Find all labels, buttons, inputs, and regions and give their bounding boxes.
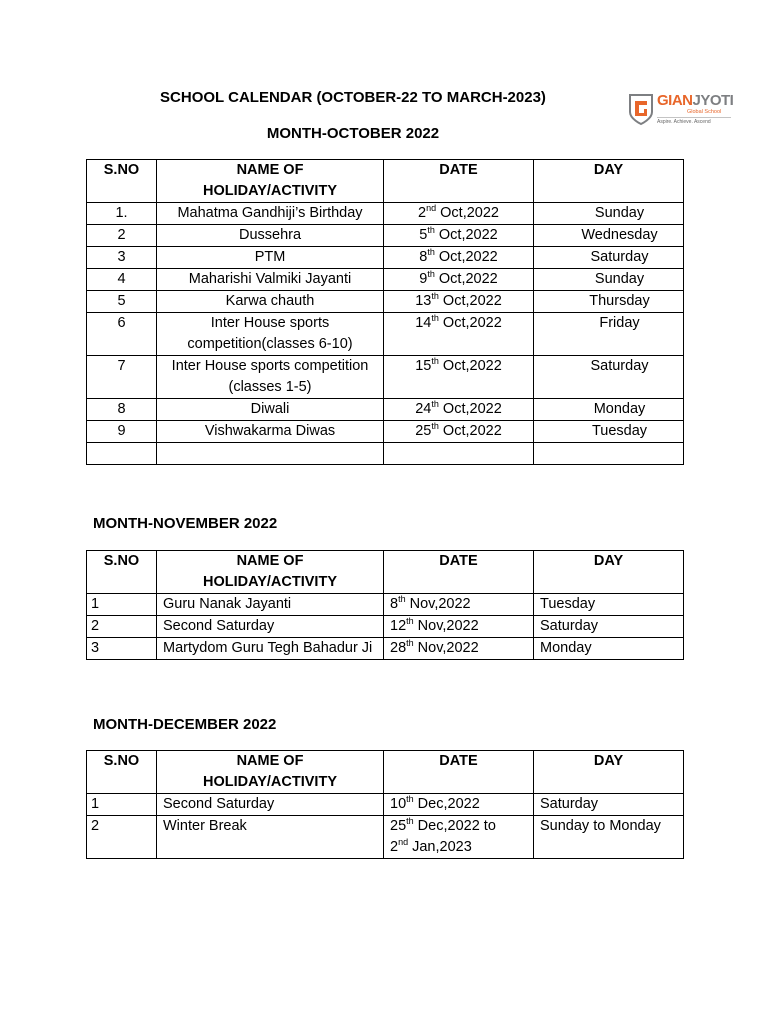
table-header-row xyxy=(87,160,684,203)
cell-day: Monday xyxy=(534,638,684,660)
cell-day: Saturday xyxy=(534,616,684,638)
empty-cell xyxy=(157,443,384,465)
cell-sno: 2 xyxy=(87,816,157,859)
cell-day: Sunday xyxy=(534,203,684,225)
table-row xyxy=(87,356,684,399)
table-row xyxy=(87,291,684,313)
header-name: NAME OF HOLIDAY/ACTIVITY xyxy=(157,551,384,594)
cell-day: Tuesday xyxy=(534,421,684,443)
table-header-row xyxy=(87,551,684,594)
table-row xyxy=(87,247,684,269)
empty-cell xyxy=(534,443,684,465)
cell-sno: 4 xyxy=(87,269,157,291)
cell-sno: 2 xyxy=(87,225,157,247)
cell-sno: 1 xyxy=(87,594,157,616)
cell-holiday-name: Second Saturday xyxy=(157,616,384,638)
header-day: DAY xyxy=(534,160,684,203)
cell-date: 5th Oct,2022 xyxy=(384,225,534,247)
cell-date: 8th Oct,2022 xyxy=(384,247,534,269)
cell-holiday-name: Diwali xyxy=(157,399,384,421)
cell-sno: 8 xyxy=(87,399,157,421)
table-row xyxy=(87,421,684,443)
cell-day: Saturday xyxy=(534,356,684,399)
cell-sno: 3 xyxy=(87,638,157,660)
cell-date: 14th Oct,2022 xyxy=(384,313,534,356)
table-row xyxy=(87,816,684,859)
cell-holiday-name: PTM xyxy=(157,247,384,269)
cell-holiday-name: Second Saturday xyxy=(157,794,384,816)
shield-logo-icon xyxy=(627,92,655,126)
cell-date: 13th Oct,2022 xyxy=(384,291,534,313)
cell-date: 2nd Oct,2022 xyxy=(384,203,534,225)
cell-holiday-name: Guru Nanak Jayanti xyxy=(157,594,384,616)
cell-day: Saturday xyxy=(534,794,684,816)
october-table xyxy=(86,159,684,465)
cell-sno: 3 xyxy=(87,247,157,269)
cell-sno: 1 xyxy=(87,794,157,816)
cell-day: Saturday xyxy=(534,247,684,269)
header-sno: S.NO xyxy=(87,160,157,203)
header-date: DATE xyxy=(384,551,534,594)
cell-date: 28th Nov,2022 xyxy=(384,638,534,660)
cell-day: Thursday xyxy=(534,291,684,313)
cell-date: 8th Nov,2022 xyxy=(384,594,534,616)
table-row xyxy=(87,313,684,356)
cell-sno: 9 xyxy=(87,421,157,443)
cell-day: Monday xyxy=(534,399,684,421)
cell-date: 25th Oct,2022 xyxy=(384,421,534,443)
table-row xyxy=(87,616,684,638)
empty-cell xyxy=(384,443,534,465)
cell-sno: 1. xyxy=(87,203,157,225)
cell-date: 9th Oct,2022 xyxy=(384,269,534,291)
cell-day: Sunday xyxy=(534,269,684,291)
table-row xyxy=(87,594,684,616)
cell-day: Friday xyxy=(534,313,684,356)
cell-holiday-name: Vishwakarma Diwas xyxy=(157,421,384,443)
cell-holiday-name: Inter House sports competition (classes 1-5) xyxy=(157,356,384,399)
empty-row xyxy=(87,443,684,465)
cell-holiday-name: Dussehra xyxy=(157,225,384,247)
cell-day: Sunday to Monday xyxy=(534,816,684,859)
header-day: DAY xyxy=(534,751,684,794)
cell-holiday-name: Maharishi Valmiki Jayanti xyxy=(157,269,384,291)
cell-date: 24th Oct,2022 xyxy=(384,399,534,421)
cell-sno: 6 xyxy=(87,313,157,356)
cell-holiday-name: Winter Break xyxy=(157,816,384,859)
cell-sno: 2 xyxy=(87,616,157,638)
cell-date: 12th Nov,2022 xyxy=(384,616,534,638)
header-date: DATE xyxy=(384,160,534,203)
table-row xyxy=(87,638,684,660)
december-heading: MONTH-DECEMBER 2022 xyxy=(93,716,277,733)
header-sno: S.NO xyxy=(87,551,157,594)
table-row xyxy=(87,203,684,225)
document-title: SCHOOL CALENDAR (OCTOBER-22 TO MARCH-2023) xyxy=(160,89,546,106)
logo-tagline: Aspire. Achieve. Ascend xyxy=(657,119,711,125)
cell-day: Tuesday xyxy=(534,594,684,616)
logo-divider xyxy=(657,117,731,118)
cell-day: Wednesday xyxy=(534,225,684,247)
november-heading: MONTH-NOVEMBER 2022 xyxy=(93,515,278,532)
december-table xyxy=(86,750,684,859)
cell-holiday-name: Inter House sports competition(classes 6-10) xyxy=(157,313,384,356)
november-table xyxy=(86,550,684,660)
header-name: NAME OF HOLIDAY/ACTIVITY xyxy=(157,751,384,794)
empty-cell xyxy=(87,443,157,465)
header-date: DATE xyxy=(384,751,534,794)
header-day: DAY xyxy=(534,551,684,594)
table-header-row xyxy=(87,751,684,794)
cell-date: 25th Dec,2022 to 2nd Jan,2023 xyxy=(384,816,534,859)
header-name: NAME OF HOLIDAY/ACTIVITY xyxy=(157,160,384,203)
cell-holiday-name: Martydom Guru Tegh Bahadur Ji xyxy=(157,638,384,660)
october-heading: MONTH-OCTOBER 2022 xyxy=(266,125,440,142)
table-row xyxy=(87,269,684,291)
logo-subtitle: Global School xyxy=(687,109,722,115)
cell-sno: 5 xyxy=(87,291,157,313)
table-row xyxy=(87,225,684,247)
logo-name: GIANJYOTI xyxy=(657,92,734,109)
header-sno: S.NO xyxy=(87,751,157,794)
table-row xyxy=(87,399,684,421)
cell-holiday-name: Mahatma Gandhiji’s Birthday xyxy=(157,203,384,225)
cell-date: 10th Dec,2022 xyxy=(384,794,534,816)
cell-date: 15th Oct,2022 xyxy=(384,356,534,399)
cell-sno: 7 xyxy=(87,356,157,399)
cell-holiday-name: Karwa chauth xyxy=(157,291,384,313)
table-row xyxy=(87,794,684,816)
